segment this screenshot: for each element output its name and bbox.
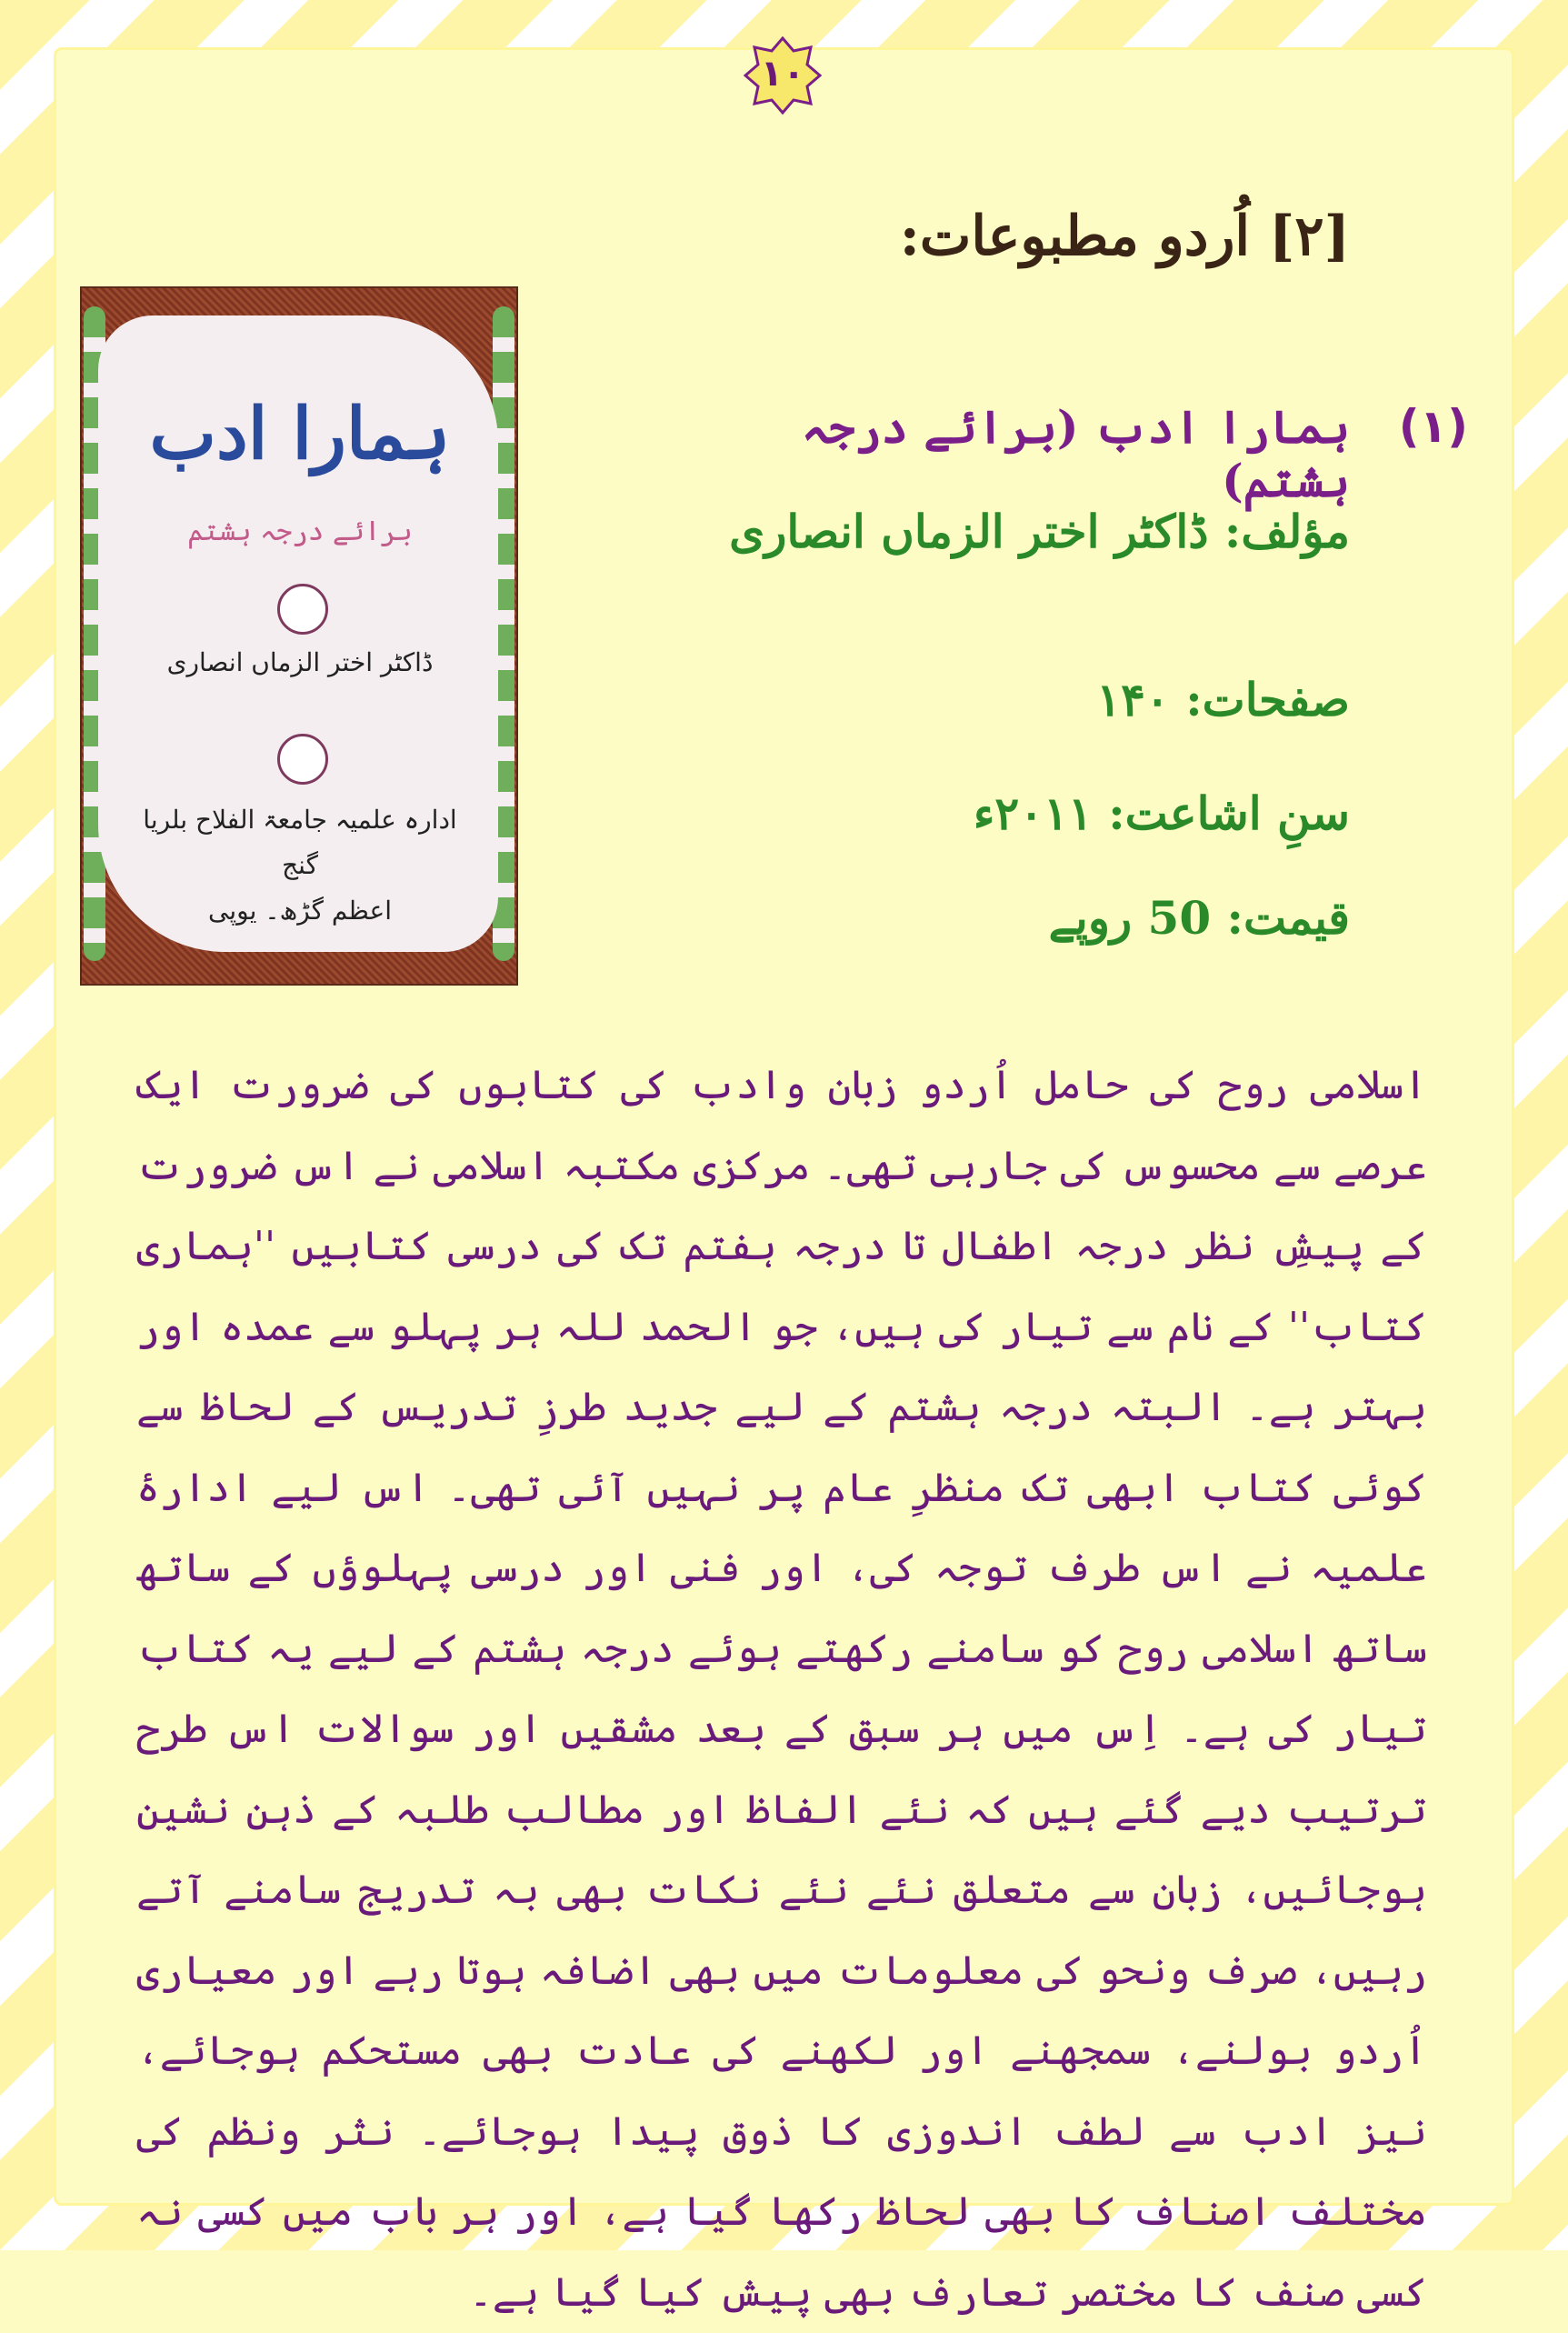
cover-emblem-icon <box>277 734 328 785</box>
book-cover-image <box>80 286 518 986</box>
entry-author: مؤلف: ڈاکٹر اختر الزماں انصاری <box>729 505 1350 558</box>
entry-year: سنِ اشاعت: ۲۰۱۱ء <box>973 786 1350 840</box>
page-number: ۱۰ <box>760 53 805 95</box>
cover-publisher <box>127 797 473 934</box>
cover-title: ہمارا ادب <box>149 393 451 476</box>
cover-subtitle: برائے درجہ ہشتم <box>187 516 413 547</box>
body-paragraph: اسلامی روح کی حامل اُردو زبان وادب کی کتابوں کی ضرورت ایک عرصے سے محسوس کی جارہی تھی۔ مرکزی مکتبہ اسلامی نے اس ضرورت کے پیشِ نظر درجہ اطفال تا درجہ ہفتم تک کی درسی کتابیں ''ہماری کتاب'' کے نام سے تیار کی ہیں، جو الحمد للہ ہر پہلو سے عمدہ اور بہتر ہے۔ البتہ درجہ ہشتم کے لیے جدید طرزِ تدریس کے لحاظ سے کوئی کتاب ابھی تک منظرِ عام پر نہیں آئی تھی۔ اس لیے ادارۂ علمیہ نے اس طرف توجہ کی، اور فنی اور درسی پہلوؤں کے ساتھ ساتھ اسلامی روح کو سامنے رکھتے ہوئے درجہ ہشتم کے لیے یہ کتاب تیار کی ہے۔ اِس میں ہر سبق کے بعد مشقیں اور سوالات اس طرح ترتیب دیے گئے ہیں کہ نئے الفاظ اور مطالب طلبہ کے ذہن نشین ہوجائیں، زبان سے متعلق نئے نئے نکات بھی بہ تدریج سامنے آتے رہیں، صرف ونحو کی معلومات میں بھی اضافہ ہوتا رہے اور معیاری اُردو بولنے، سمجھنے اور لکھنے کی عادت بھی مستحکم ہوجائے، نیز ادب سے لطف اندوزی کا ذوق پیدا ہوجائے۔ نثر ونظم کی مختلف اصناف کا بھی لحاظ رکھا گیا ہے، اور ہر باب میں کسی نہ کسی صنف کا مختصر تعارف بھی پیش کیا گیا ہے۔ <box>136 1062 1427 2316</box>
page-number-badge <box>744 36 822 115</box>
cover-emblem-icon <box>277 584 328 635</box>
cover-publisher-line1: ادارہ علمیہ جامعۃ الفلاح بلریا گنج <box>143 805 457 880</box>
cover-publisher-line2: اعظم گڑھ۔ یوپی <box>207 896 392 926</box>
entry-number: (۱) <box>1398 400 1468 453</box>
cover-author: ڈاکٹر اختر الزماں انصاری <box>166 647 434 677</box>
entry-title: ہمارا ادب (برائے درجہ ہشتم) <box>801 400 1350 507</box>
entry-pages: صفحات: ۱۴۰ <box>1096 673 1350 726</box>
entry-price: قیمت: 50 روپے <box>1048 891 1350 945</box>
section-heading: [۲] اُردو مطبوعات: <box>899 205 1350 268</box>
